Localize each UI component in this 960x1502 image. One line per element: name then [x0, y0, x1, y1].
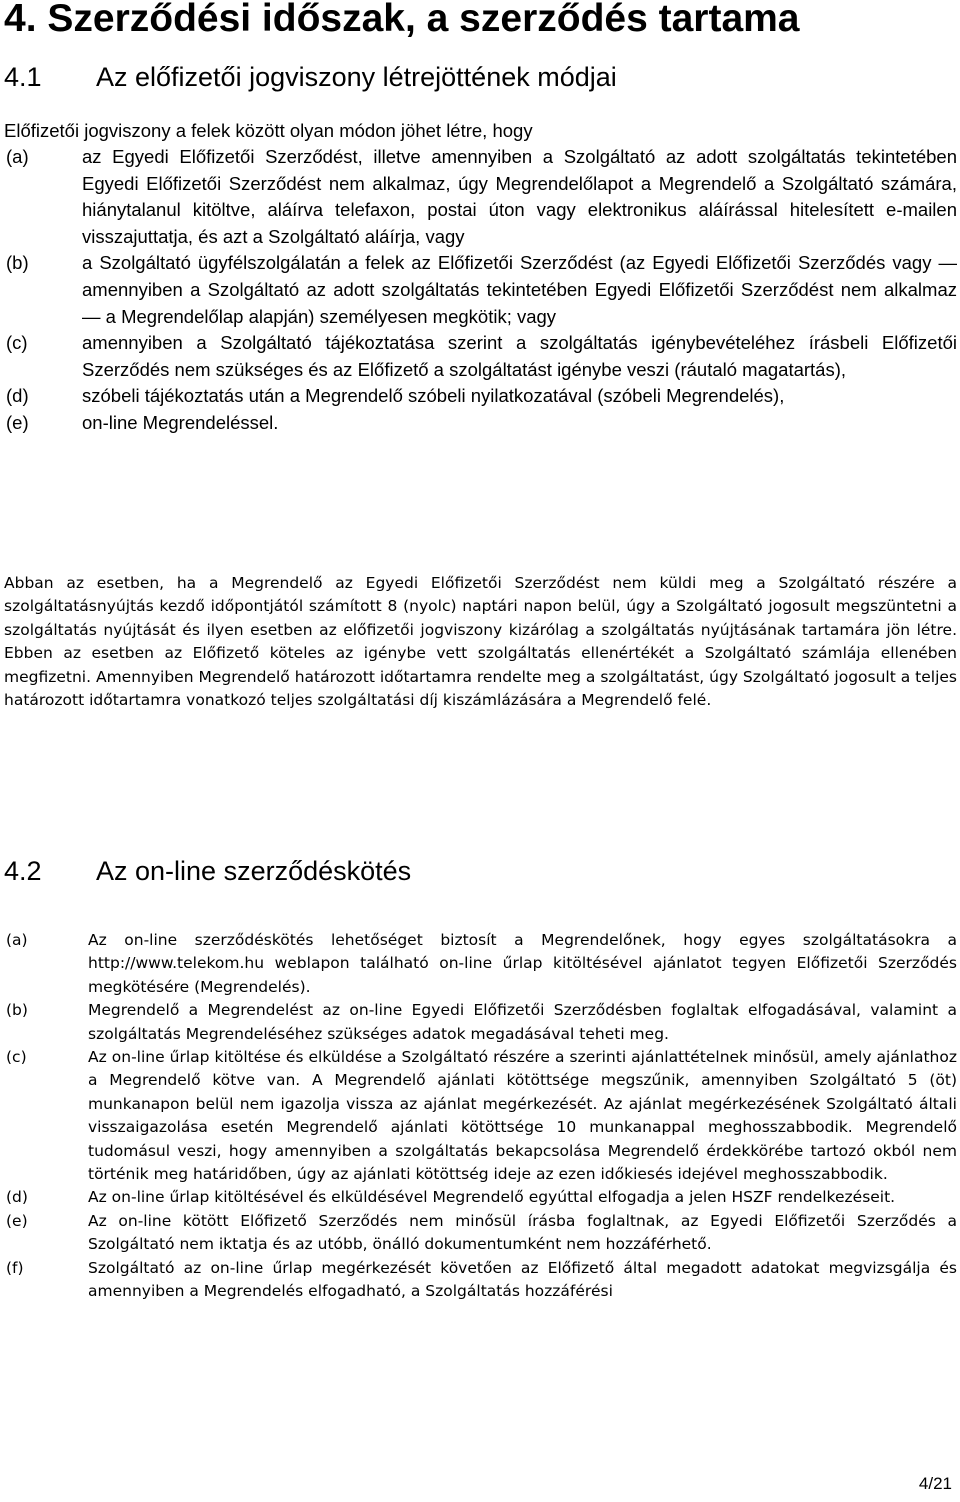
list-item-text: on-line Megrendeléssel. [82, 411, 279, 433]
list-item-label: (d) [6, 1188, 28, 1207]
section-4-2-heading [4, 854, 411, 888]
list-item [6, 410, 957, 437]
section-4-1-heading [4, 60, 617, 94]
section-number: 4.1 [4, 62, 42, 92]
list-item [6, 929, 957, 999]
list-item-text: Megrendelő a Megrendelést az on-line Egyedi Előfizetői Szerződésben foglaltak elfogadásával, valamint a szolgáltatás Megrendeléséhez szükséges adatok megadásával teheti meg. [88, 1001, 957, 1043]
list-item-text: Az on-line szerződéskötés lehetőséget biztosít a Megrendelőnek, hogy egyes szolgáltatásokra a http://www.telekom.hu weblapon található on-line űrlap kitöltésével ajánlatot tegyen Előfizetői Szerződés megkötésére (Megrendelés). [88, 931, 957, 996]
list-item [6, 144, 957, 250]
section-4-1-list [6, 144, 957, 437]
section-4-2-list [6, 929, 957, 1304]
list-item-label: (a) [6, 931, 28, 949]
list-item [6, 999, 957, 1046]
list-item [6, 250, 957, 330]
list-item-text: Az on-line űrlap kitöltése és elküldése a Szolgáltató részére a szerinti ajánlattételnek minősül, amely ajánlathoz a Megrendelő kötve van. A Megrendelő ajánlati kötöttsége megszűnik, amennyiben Szolgáltató 5 (öt) munkanapon belül nem igazolja vissza az ajánlat megérkezését. Az ajánlat megérkezésének Szolgáltató általi visszaigazolása esetén Megrendelő ajánlati kötöttsége 10 munkanappal meghosszabbodik. Megrendelő tudomásul veszi, hogy amennyiben a szolgáltatás bekapcsolása Megrendelő érdekkörébe tartozó okból nem történik meg határidőben, úgy az ajánlati kötöttség ideje az ezen időkiesés idejével meghosszabbodik. [88, 1048, 957, 1184]
list-item-label: (e) [6, 411, 29, 433]
list-item-label: (b) [6, 1001, 28, 1020]
section-title: Az on-line szerződéskötés [96, 856, 412, 886]
chapter-heading: 4. Szerződési időszak, a szerződés tartama [4, 0, 800, 40]
list-item-label: (b) [6, 252, 29, 274]
list-item-text: a Szolgáltató ügyfélszolgálatán a felek az Előfizetői Szerződést (az Egyedi Előfizetői Szerződés vagy — amennyiben a Szolgáltató az adott szolgáltatás tekintetében Egyedi Előfizetői Szerződést nem alkalmaz — a Megrendelőlap alapján) személyesen megkötik; vagy [82, 252, 957, 327]
page-number: 4/21 [918, 1474, 952, 1493]
section-number: 4.2 [4, 856, 42, 886]
list-item-label: (d) [6, 385, 29, 407]
list-item-label: (f) [6, 1258, 24, 1277]
list-item-text: Az on-line kötött Előfizető Szerződés nem minősül írásba foglaltnak, az Egyedi Előfizetői Szerződés a Szolgáltató nem iktatja és az utóbb, önálló dokumentumként nem hozzáférhető. [88, 1211, 957, 1254]
list-item [6, 1257, 957, 1304]
list-item-text: Az on-line űrlap kitöltésével és elküldésével Megrendelő egyúttal elfogadja a jelen HSZF rendelkezéseit. [88, 1188, 896, 1207]
list-item-label: (a) [6, 146, 29, 167]
list-item [6, 383, 957, 410]
list-item [6, 1186, 957, 1209]
list-item [6, 330, 957, 383]
list-item-text: szóbeli tájékoztatás után a Megrendelő szóbeli nyilatkozatával (szóbeli Megrendelés), [82, 385, 785, 407]
list-item-label: (c) [6, 1048, 27, 1067]
section-title: Az előfizetői jogviszony létrejöttének módjai [96, 62, 617, 92]
list-item-label: (e) [6, 1211, 28, 1230]
section-4-1-intro: Előfizetői jogviszony a felek között olyan módon jöhet létre, hogy [4, 120, 533, 141]
list-item-text: Szolgáltató az on-line űrlap megérkezését követően az Előfizető által megadott adatokat megvizsgálja és amennyiben a Megrendelés elfogadható, a Szolgáltatás hozzáférési [88, 1258, 957, 1301]
list-item [6, 1210, 957, 1257]
list-item-label: (c) [6, 332, 28, 354]
list-item-text: amennyiben a Szolgáltató tájékoztatása szerint a szolgáltatás igénybevételéhez írásbeli Előfizetői Szerződés nem szükséges és az Előfizető a szolgáltatást igénybe veszi (ráutaló magatartás), [82, 332, 957, 380]
list-item [6, 1046, 957, 1186]
list-item-text: az Egyedi Előfizetői Szerződést, illetve amennyiben a Szolgáltató az adott szolgáltatás tekintetében Egyedi Előfizetői Szerződést nem alkalmaz, úgy Megrendelőlapot a Megrendelő a Szolgáltató számára, hiánytalanul kitöltve, aláírva telefaxon, postai úton vagy elektronikus aláírással hitelesített e-mailen visszajuttatja, és azt a Szolgáltató aláírja, vagy [82, 146, 957, 247]
section-4-1-paragraph: Abban az esetben, ha a Megrendelő az Egyedi Előfizetői Szerződést nem küldi meg a Szolgáltató részére a szolgáltatásnyújtás kezdő időpontjától számított 8 (nyolc) naptári napon belül, úgy a Szolgáltató jogosult megszüntetni a szolgáltatás nyújtását és ilyen esetben az előfizetői jogviszony kizárólag a szolgáltatás nyújtásának tartamára jön létre. Ebben az esetben az Előfizető köteles az igénybe vett szolgáltatás ellenértékét a Szolgáltató számlája ellenében megfizetni. Amennyiben Megrendelő határozott időtartamra rendelte meg a szolgáltatást, úgy Szolgáltató jogosult a teljes határozott időtartamra vonatkozó teljes szolgáltatási díj kiszámlázására a Megrendelő felé. [4, 574, 957, 710]
